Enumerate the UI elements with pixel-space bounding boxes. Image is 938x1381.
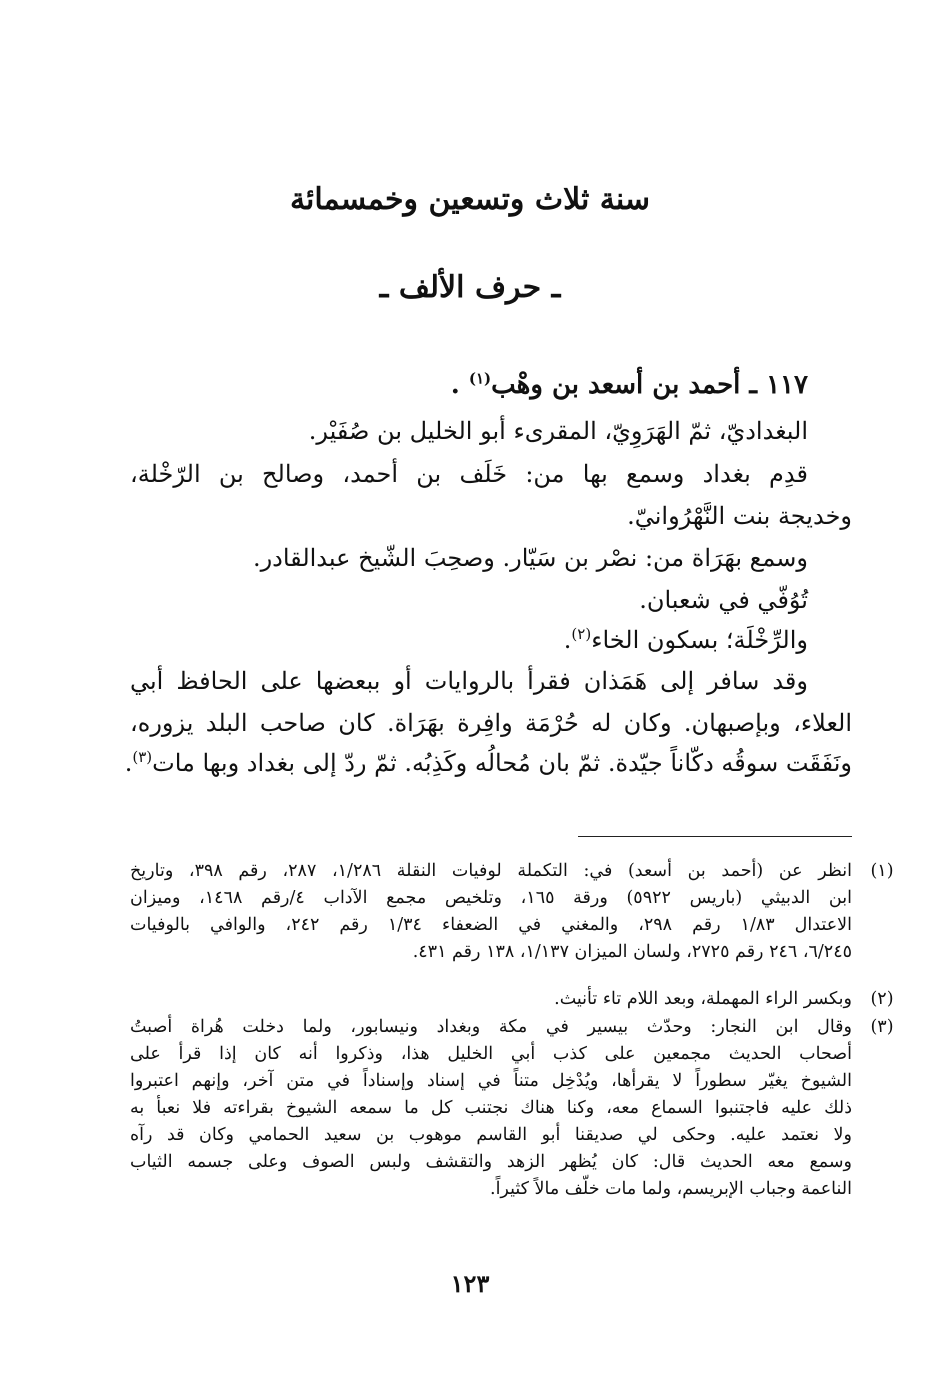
footnote-2 [130,986,894,1013]
footnote-line: الاعتدال ١/٨٣ رقم ٢٩٨، والمغني في الضعفاء ١/٣٤ رقم ٢٤٢، والوافي بالوفيات [130,915,852,935]
entry-para-line-1: وقد سافر إلى هَمَذان فقرأ بالروايات أو ببعضها على الحافظ أبي [130,667,808,695]
footnote-line: وسمع معه الحديث قال: كان يُظهر الزهد والتقشف ولبس الصوف وعلى جسمه الثياب [130,1152,852,1172]
footnote-ref-3: (٣) [132,748,153,766]
footnote-number: (٣) [870,1017,894,1037]
section-heading: ـ حرف الألف ـ [379,270,561,305]
entry-line-rukhla [564,621,808,659]
footnote-3 [130,1014,894,1203]
para-last-text: ونَفَقَت سوقُه دكّاناً جيّدة. ثمّ بان مُحالُه وكَذِبُه. ثمّ ردّ إلى بغداد وبها مات [152,749,852,777]
footnote-line: ابن الدبيثي (باريس ٥٩٢٢) ورقة ١٦٥، وتلخيص مجمع الآداب ٤/رقم ١٤٦٨، وميزان [130,888,852,908]
footnote-line: وبكسر الراء المهملة، وبعد اللام تاء تأنيث. [554,989,852,1009]
entry-line-death: تُوُفّي في شعبان. [639,586,808,614]
entry-line-nisba: البغداديّ، ثمّ الهَرَوِيّ، المقرىء أبو الخليل بن صُفَيْر. [308,417,808,445]
entry-line-teachers: قدِم بغداد وسمع بها من: خَلَف بن أحمد، وصالح بن الرّخْلة، [130,460,808,488]
para-last-end: . [124,749,133,777]
entry-heading-text: ١١٧ ـ أحمد بن أسعد بن وهْب [491,370,808,400]
entry-para-line-3 [125,744,852,782]
entry-heading-end: . [450,370,469,400]
footnote-ref-2: (٢) [571,625,592,643]
footnote-line: ذلك عليه فاجتنبوا السماع معه، وكنا هناك نجتنب كل ما سمعه الشيوخ بقراءته فلا نعبأ به [130,1098,852,1118]
footnote-line: وقال ابن النجار: وحدّث بيسير في مكة وبغداد ونيسابور، ولما دخلت هُراة أصبتُ [130,1017,852,1037]
entry-heading [451,366,808,404]
entry-para-line-2: العلاء، وبإصبهان. وكان له حُرْمَة وافِرة بهَرَاة. كان صاحب البلد يزوره، [130,709,852,737]
footnote-line: الشيوخ يغيّر سطوراً لا يقرأها، ويُدْخِل متناً في إسناد وإسناداً في متن آخر، وإنهم اعتبروا [130,1071,852,1091]
footnote-line: أصحاب الحديث مجمعين على كذب أبي الخليل هذا، وذكروا أنه كان إذا قرأ على [130,1044,852,1064]
footnote-line: انظر عن (أحمد بن أسعد) في: التكملة لوفيات النقلة ١/٢٨٦، ٢٨٧، رقم ٣٩٨، وتاريخ [130,861,852,881]
footnote-separator [578,836,852,837]
footnote-number: (١) [870,861,894,881]
entry-line-khadija: وخديجة بنت النَّهْرُوانيّ. [627,502,852,530]
page-title: سنة ثلاث وتسعين وخمسمائة [289,182,651,217]
page-number: ١٢٣ [450,1269,490,1298]
footnote-1 [130,858,894,966]
footnote-line: ولا نعتمد عليه. وحكى لي صديقنا أبو القاسم موهوب بن سعيد الحمامي وكان قد رآه [130,1125,852,1145]
footnote-line: الناعمة وجباب الإبريسم، ولما مات خلّف مالاً كثيراً. [490,1179,852,1199]
footnote-number: (٢) [870,989,894,1009]
rukhla-text: والرِّخْلَة؛ بسكون الخاء [591,626,808,654]
footnote-line: ٦/٢٤٥، ٢٤٦ رقم ٢٧٢٥، ولسان الميزان ١/١٣٧، ١٣٨ رقم ٤٣١. [412,942,852,962]
entry-line-herat: وسمع بهَرَاة من: نصْر بن سَيّار. وصحِبَ الشّيخ عبدالقادر. [252,544,808,572]
rukhla-end: . [563,626,572,654]
footnote-ref-1: (١) [468,369,492,388]
